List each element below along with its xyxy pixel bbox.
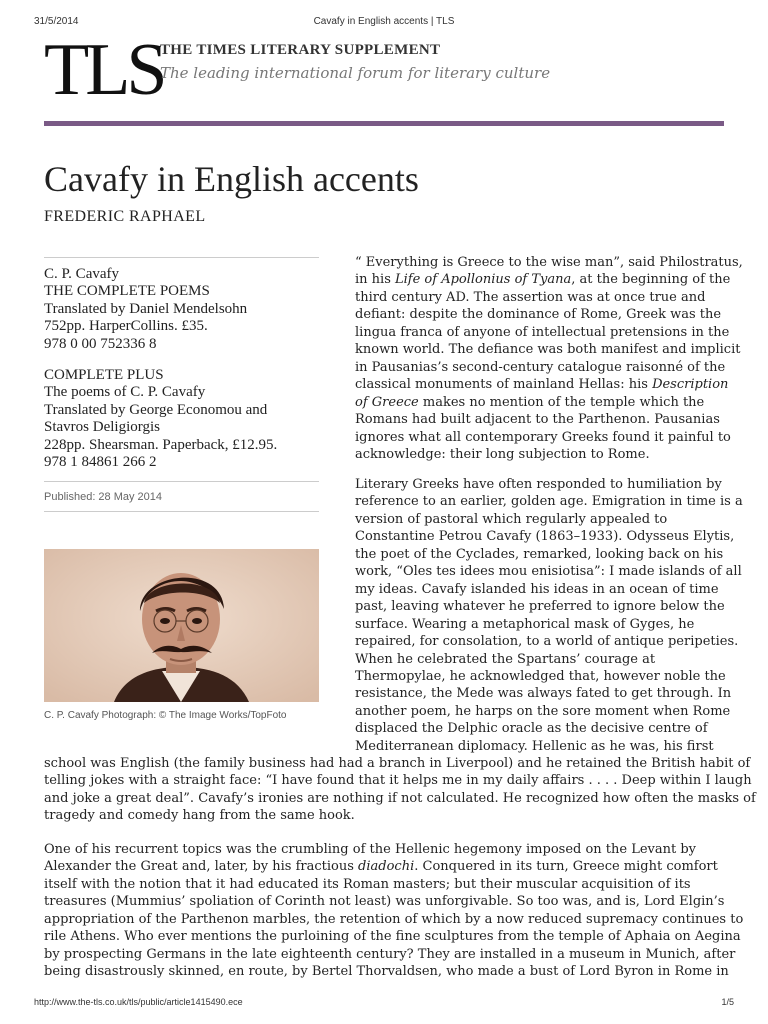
book-line: 978 1 84861 266 2 bbox=[44, 454, 157, 471]
text-line: “ Everything is Greece to the wise man”, said Philostratus, bbox=[355, 255, 743, 270]
article-author: FREDERIC RAPHAEL bbox=[44, 208, 206, 225]
text-line: another poem, he harps on the sore moment when Rome bbox=[355, 703, 731, 719]
text-line: treasures (Mummius’ spoliation of Corinth not least) was unforgivable. So too was, and is, Lord Elgin’s bbox=[44, 894, 725, 910]
text-line: being disastrously skinned, en route, by Bertel Thorvaldsen, who made a bust of Lord Byron in Rome in bbox=[44, 964, 729, 980]
text-line: third century AD. The assertion was at once true and bbox=[355, 289, 706, 305]
text-line: in Pausanias’s second-century catalogue raisonné of the bbox=[355, 359, 726, 375]
text-line: lingua franca of anyone of intellectual pretensions in the bbox=[355, 324, 730, 340]
book-line: THE COMPLETE POEMS bbox=[44, 283, 210, 300]
text-line: Literary Greeks have often responded to humiliation by bbox=[355, 477, 722, 492]
book-line: C. P. Cavafy bbox=[44, 266, 119, 282]
portrait-illustration bbox=[44, 549, 319, 702]
text-line: Constantine Petrou Cavafy (1863–1933). Odysseus Elytis, bbox=[355, 529, 735, 545]
text-line: known world. The defiance was both manifest and implicit bbox=[355, 342, 741, 358]
header-rule bbox=[44, 121, 724, 126]
image-caption: C. P. Cavafy Photograph: © The Image Works/TopFoto bbox=[44, 710, 287, 721]
text-line: rile Athens. Who ever mentions the purloining of the fine sculptures from the temple of Aphaia on Aegina bbox=[44, 929, 741, 945]
text-line: school was English (the family business had had a branch in Liverpool) and he retained the British habit of bbox=[44, 756, 751, 771]
text-line: the poet of the Cyclades, remarked, looking back on his bbox=[355, 546, 724, 562]
book-line: Stavros Deligiorgis bbox=[44, 419, 160, 436]
book-line: Translated by George Economou and bbox=[44, 401, 268, 418]
text-line: my ideas. Cavafy islanded his ideas in an ocean of time bbox=[355, 581, 719, 597]
text-line: itself with the notion that it had educated its Roman masters; but their muscular acquisition of its bbox=[44, 876, 691, 892]
text-line: appropriation of the Parthenon marbles, the retention of which by a now reduced supremacy continues to bbox=[44, 911, 744, 927]
cavafy-portrait-image bbox=[44, 549, 319, 702]
page-url-link[interactable]: http://www.the-tls.co.uk/tls/public/article1415490.ece bbox=[34, 997, 243, 1007]
print-date: 31/5/2014 bbox=[34, 16, 79, 27]
text-line: Thermopylae, he acknowledged that, however noble the bbox=[355, 668, 726, 684]
text-line: When he celebrated the Spartans’ courage at bbox=[355, 651, 656, 667]
book-line: 228pp. Shearsman. Paperback, £12.95. bbox=[44, 436, 278, 453]
text-line: defiant: despite the dominance of Rome, Greek was the bbox=[355, 307, 722, 323]
text-line: One of his recurrent topics was the crumbling of the Hellenic hegemony imposed on the Levant by bbox=[44, 842, 697, 857]
print-footer bbox=[34, 997, 734, 1011]
publication-name[interactable]: THE TIMES LITERARY SUPPLEMENT bbox=[160, 42, 441, 58]
page-number: 1/5 bbox=[721, 997, 734, 1007]
tls-logo[interactable]: TLS bbox=[44, 29, 164, 111]
tagline: The leading international forum for literary culture bbox=[160, 64, 551, 82]
paragraph-2 bbox=[355, 476, 743, 755]
paragraph-3 bbox=[44, 841, 744, 981]
book-line: Translated by Daniel Mendelsohn bbox=[44, 300, 248, 317]
text-line: of Greece makes no mention of the temple which the bbox=[355, 394, 705, 410]
print-page-title: Cavafy in English accents | TLS bbox=[313, 16, 455, 27]
text-line: acknowledge: their long subjection to Rome. bbox=[355, 446, 650, 462]
text-line: surface. Wearing a metaphorical mask of Gyges, he bbox=[355, 616, 695, 632]
text-line: by prospecting Germans in the late eighteenth century? They are installed in a museum in Munich, after bbox=[44, 946, 736, 962]
text-line: work, “Oles tes idees mou enisiotisa”: I made islands of all bbox=[355, 564, 742, 580]
book-line: 752pp. HarperCollins. £35. bbox=[44, 318, 208, 335]
text-line: in his Life of Apollonius of Tyana, at the beginning of the bbox=[355, 272, 731, 288]
text-line: and joke a great deal”. Cavafy’s ironies are nothing if not calculated. He recognized how often the masks of bbox=[44, 790, 756, 806]
text-line: classical monuments of mainland Hellas: his Description bbox=[355, 377, 729, 393]
print-header bbox=[34, 16, 734, 30]
text-line: Romans had built adjacent to the Parthenon. Pausanias bbox=[355, 412, 720, 428]
text-line: Mediterranean diplomacy. Hellenic as he was, his first bbox=[355, 738, 714, 754]
article-headline: Cavafy in English accents bbox=[44, 159, 419, 199]
text-line: past, leaving whatever he preferred to ignore below the bbox=[355, 599, 725, 615]
paragraph-2-continued bbox=[44, 755, 756, 825]
book-line: 978 0 00 752336 8 bbox=[44, 335, 157, 352]
text-line: Alexander the Great and, later, by his fractious diadochi. Conquered in its turn, Greece might comfort bbox=[44, 859, 718, 875]
published-date: Published: 28 May 2014 bbox=[44, 481, 319, 512]
text-line: ignores what all contemporary Greeks found it painful to bbox=[355, 429, 731, 445]
text-line: resistance, the Mede was always fated to get through. In bbox=[355, 686, 732, 702]
text-line: reference to an earlier, golden age. Emigration in time is a bbox=[355, 494, 743, 510]
text-line: version of pastoral which regularly appealed to bbox=[355, 511, 668, 527]
book-line: The poems of C. P. Cavafy bbox=[44, 384, 206, 401]
masthead bbox=[44, 29, 724, 111]
book-details bbox=[44, 258, 319, 471]
text-line: tragedy and comedy hang from the same hook. bbox=[44, 808, 355, 824]
book-line: COMPLETE PLUS bbox=[44, 367, 164, 384]
text-line: repaired, for consolation, to a world of antique peripeties. bbox=[355, 634, 739, 650]
text-line: displaced the Delphic oracle as the decisive centre of bbox=[355, 721, 708, 737]
text-line: telling jokes with a straight face: “I have found that it helps me in my daily affairs . . . . Deep within I laugh bbox=[44, 773, 752, 789]
book-details-sidebar bbox=[44, 257, 319, 512]
paragraph-1 bbox=[355, 254, 743, 463]
